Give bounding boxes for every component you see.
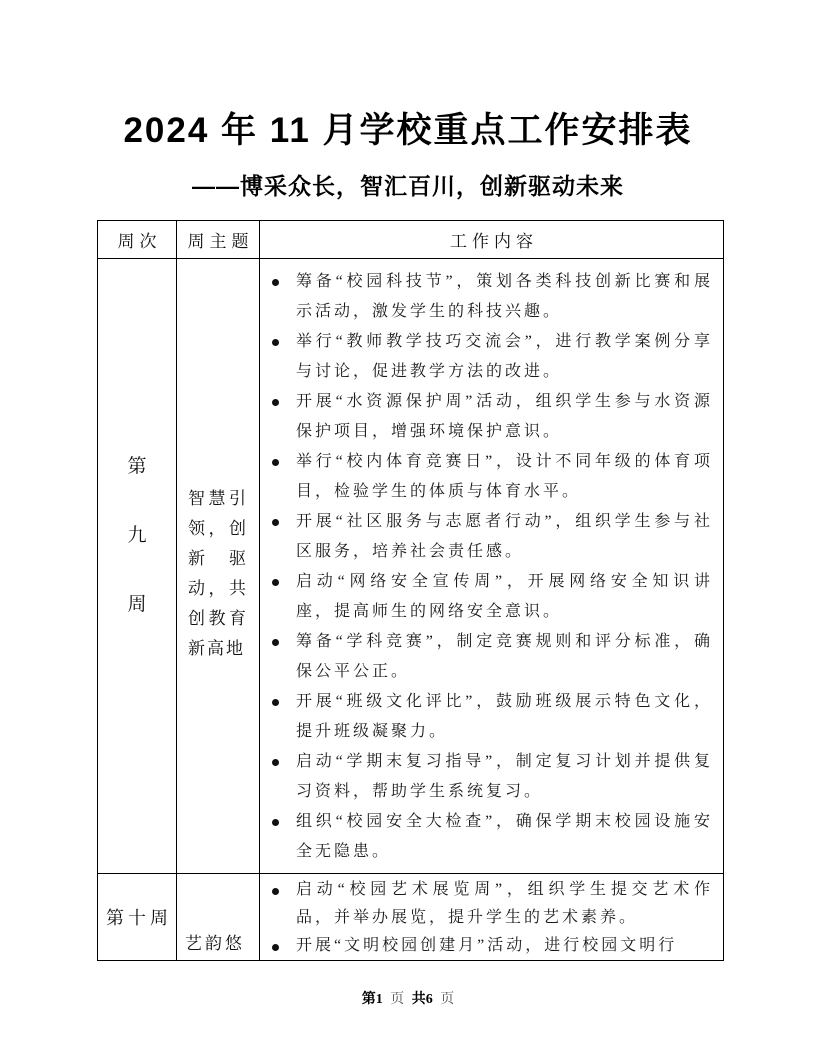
list-item	[270, 387, 713, 447]
list-item-text: 开展“文明校园创建月”活动，进行校园文明行	[296, 937, 678, 954]
list-item-text: 启动“学期末复习指导”，制定复习计划并提供复习资料，帮助学生系统复习。	[296, 753, 713, 800]
week9-content-cell	[260, 259, 723, 873]
list-item	[270, 807, 713, 867]
list-item-text: 组织“校园安全大检查”，确保学期末校园设施安全无隐患。	[296, 813, 713, 860]
week9-char-2: 九	[127, 524, 147, 546]
footer-total-label: 共6	[411, 992, 433, 1007]
list-item-text: 举行“校内体育竞赛日”，设计不同年级的体育项目，检验学生的体质与体育水平。	[296, 453, 713, 500]
list-item	[270, 932, 713, 960]
list-item-text: 举行“教师教学技巧交流会”，进行教学案例分享与讨论，促进教学方法的改进。	[296, 333, 713, 380]
page-title: 2024 年 11 月学校重点工作安排表	[123, 111, 693, 150]
list-item-text: 开展“水资源保护周”活动，组织学生参与水资源保护项目，增强环境保护意识。	[296, 393, 713, 440]
list-item	[270, 747, 713, 807]
list-item	[270, 567, 713, 627]
list-item-text: 开展“班级文化评比”，鼓励班级展示特色文化，提升班级凝聚力。	[296, 693, 713, 740]
page-number-footer	[0, 988, 816, 1008]
week10-content-cell	[260, 874, 723, 960]
week10-label: 第十周	[98, 874, 177, 960]
bullet-icon	[270, 876, 296, 932]
header-week: 周次	[98, 221, 177, 258]
bullet-icon	[270, 387, 296, 447]
bullet-icon	[270, 687, 296, 747]
list-item-text: 筹备“学科竞赛”，制定竞赛规则和评分标准，确保公平公正。	[296, 633, 713, 680]
week9-char-3: 周	[127, 593, 147, 615]
week9-label	[98, 259, 177, 873]
list-item	[270, 447, 713, 507]
list-item-text: 启动“网络安全宣传周”，开展网络安全知识讲座，提高师生的网络安全意识。	[296, 573, 713, 620]
bullet-icon	[270, 807, 296, 867]
bullet-icon	[270, 327, 296, 387]
table-row-week10	[98, 874, 723, 960]
header-content: 工作内容	[450, 232, 538, 251]
list-item-text: 启动“校园艺术展览周”，组织学生提交艺术作品，并举办展览，提升学生的艺术素养。	[296, 881, 713, 926]
header-theme: 周主题	[177, 221, 260, 258]
list-item	[270, 627, 713, 687]
list-item	[270, 876, 713, 932]
bullet-icon	[270, 567, 296, 627]
list-item	[270, 507, 713, 567]
bullet-icon	[270, 627, 296, 687]
bullet-icon	[270, 447, 296, 507]
list-item	[270, 327, 713, 387]
week9-theme-cell	[177, 259, 260, 873]
bullet-icon	[270, 747, 296, 807]
list-item-text: 筹备“校园科技节”，策划各类科技创新比赛和展示活动，激发学生的科技兴趣。	[296, 273, 713, 320]
list-item	[270, 687, 713, 747]
page-subtitle: ——博采众长，智汇百川，创新驱动未来	[192, 173, 624, 199]
week9-theme: 智慧引领，创新驱动，共创教育新高地	[188, 489, 248, 658]
week9-char-1: 第	[127, 455, 147, 477]
bullet-icon	[270, 932, 296, 960]
bullet-icon	[270, 267, 296, 327]
list-item	[270, 267, 713, 327]
list-item-text: 开展“社区服务与志愿者行动”，组织学生参与社区服务，培养社会责任感。	[296, 513, 713, 560]
schedule-table	[97, 220, 724, 961]
footer-total-word: 页	[440, 992, 455, 1007]
footer-page-word: 页	[390, 992, 405, 1007]
table-row-week9	[98, 259, 723, 874]
table-header-row	[98, 221, 723, 259]
footer-page-label: 第1	[361, 992, 383, 1007]
week10-theme: 艺韵悠	[177, 874, 260, 960]
bullet-icon	[270, 507, 296, 567]
